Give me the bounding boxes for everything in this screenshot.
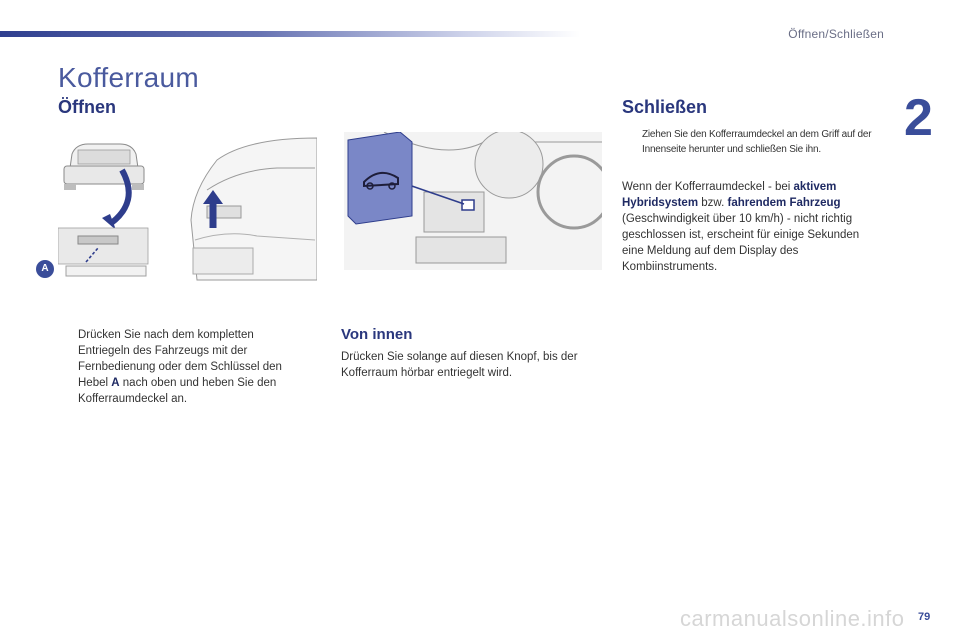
heading-von-innen: Von innen [341,326,413,343]
lever-illustration [58,132,150,292]
oeffnen-instruction [62,327,312,407]
header-accent-bar [0,31,580,37]
von-innen-text: Drücken Sie solange auf diesen Knopf, bis der Kofferraum hörbar entriegelt wird. [341,351,578,379]
schliessen-bullet-text: Ziehen Sie den Kofferraumdeckel an dem Griff auf der Innenseite herunter und schließen Sie ihn. [642,129,872,155]
schliessen-instruction [626,127,888,157]
section-header: Öffnen/Schließen [788,27,884,41]
schliessen-para-1: Wenn der Kofferraumdeckel - bei [622,181,791,193]
marker-a-label: A [41,263,49,274]
tailgate-illustration [187,130,317,290]
page-number: 79 [918,611,931,623]
schliessen-para-2: bzw. [701,197,725,209]
heading-oeffnen: Öffnen [58,97,116,117]
schliessen-bold-1: aktivem Hybridsystem [622,181,837,209]
oeffnen-text-1: Drücken Sie nach dem kompletten Entriegeln des Fahrzeugs mit der Fernbedienung oder dem Schlüssel den Hebel [78,329,282,389]
schliessen-bold-2: fahrendem Fahrzeug [727,197,841,209]
dashboard-button-illustration [344,132,602,270]
oeffnen-text-2: nach oben und heben Sie den Kofferraumdeckel an. [78,377,277,405]
schliessen-para-3: (Geschwindigkeit über 10 km/h) - nicht richtig geschlossen ist, erscheint für einige Sekunden eine Meldung auf dem Display des Kombiinstruments. [622,213,860,273]
schliessen-paragraph [622,179,872,275]
watermark: carmanualsonline.info [680,606,905,631]
oeffnen-lever-label: A [111,377,120,389]
chapter-number: 2 [904,89,933,147]
page-title: Kofferraum [58,62,199,93]
heading-schliessen: Schließen [622,97,708,117]
